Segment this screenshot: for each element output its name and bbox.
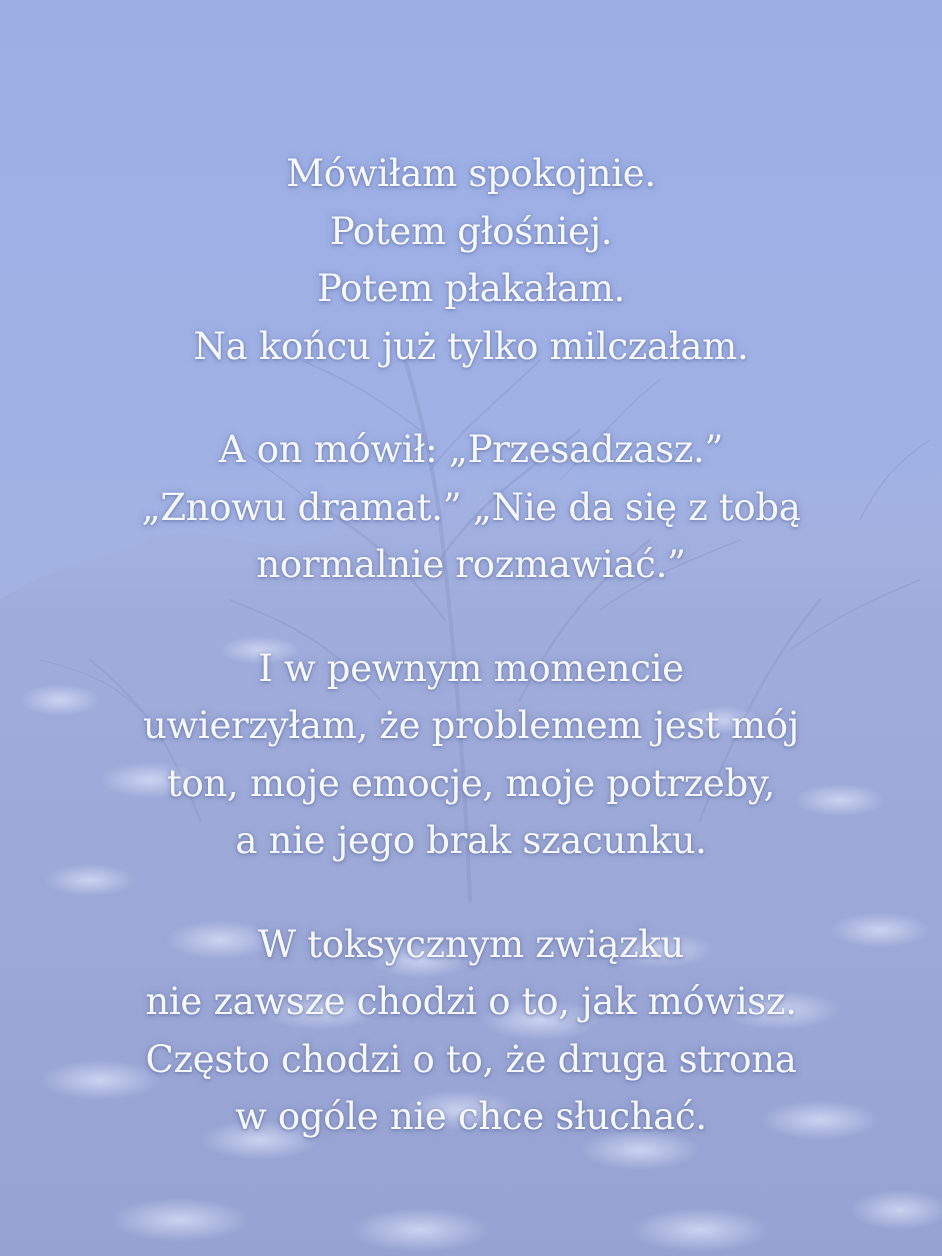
poem-line: uwierzyłam, że problemem jest mój xyxy=(143,704,799,747)
poem-line: Mówiłam spokojnie. xyxy=(286,152,656,195)
poem-line: nie zawsze chodzi o to, jak mówisz. xyxy=(145,980,797,1023)
poem-line: w ogóle nie chce słuchać. xyxy=(235,1095,707,1138)
poem-line: I w pewnym momencie xyxy=(258,646,684,690)
poem-line: „Znowu dramat.” „Nie da się z tobą xyxy=(141,485,801,529)
poem-line: Często chodzi o to, że druga strona xyxy=(145,1037,797,1081)
poem-line: Potem płakałam. xyxy=(317,267,625,310)
poem-line: normalnie rozmawiać.” xyxy=(256,543,686,586)
poem-line: a nie jego brak szacunku. xyxy=(235,819,707,862)
poem-line: Na końcu już tylko milczałam. xyxy=(193,324,749,368)
stanza-4 xyxy=(0,916,942,1146)
stanza-2 xyxy=(0,421,942,594)
poem-line: Potem głośniej. xyxy=(329,209,613,253)
poem-text xyxy=(0,145,942,1192)
poem-line: W toksycznym związku xyxy=(258,922,684,966)
poem-line: A on mówił: „Przesadzasz.” xyxy=(218,428,724,471)
poem-line: ton, moje emocje, moje potrzeby, xyxy=(166,761,776,805)
stanza-3 xyxy=(0,640,942,870)
stanza-1 xyxy=(0,145,942,375)
